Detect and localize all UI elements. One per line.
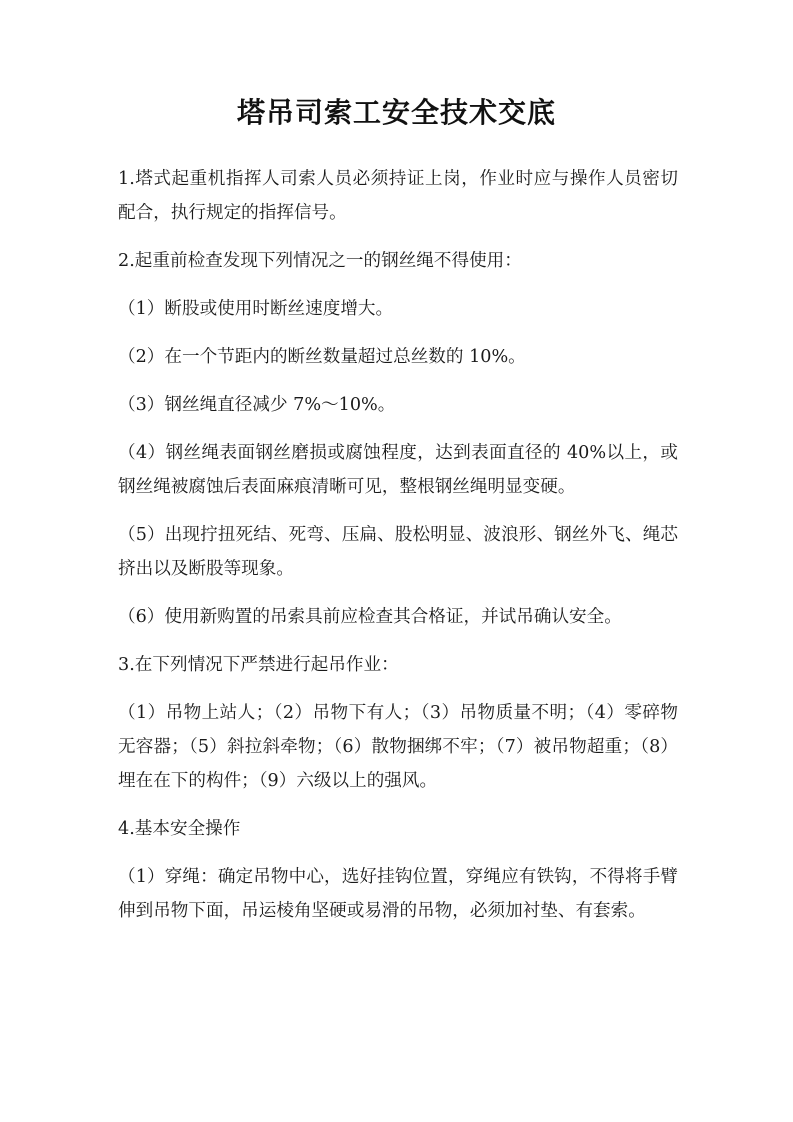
paragraph-12: （1）穿绳：确定吊物中心，选好挂钩位置，穿绳应有铁钩，不得将手臂伸到吊物下面，吊运棱角坚硬或易滑的吊物，必须加衬垫、有套索。 — [118, 867, 678, 921]
paragraph-4: （2）在一个节距内的断丝数量超过总丝数的 10%。 — [118, 347, 526, 367]
paragraph-1: 1.塔式起重机指挥人司索人员必须持证上岗，作业时应与操作人员密切配合，执行规定的指挥信号。 — [118, 169, 678, 223]
paragraph-8: （6）使用新购置的吊索具前应检查其合格证，并试吊确认安全。 — [118, 607, 622, 627]
paragraph-9: 3.在下列情况下严禁进行起吊作业： — [118, 655, 399, 675]
paragraph-7: （5）出现拧扭死结、死弯、压扁、股松明显、波浪形、钢丝外飞、绳芯挤出以及断股等现象。 — [118, 525, 678, 579]
paragraph-2: 2.起重前检查发现下列情况之一的钢丝绳不得使用： — [118, 251, 522, 271]
paragraph-3: （1）断股或使用时断丝速度增大。 — [118, 299, 394, 319]
paragraph-10: （1）吊物上站人；（2）吊物下有人；（3）吊物质量不明；（4）零碎物无容器；（5）斜拉斜牵物；（6）散物捆绑不牢；（7）被吊物超重；（8）埋在在下的构件；（9）六级以上的强风。 — [118, 703, 678, 791]
paragraph-5: （3）钢丝绳直径减少 7%～10%。 — [118, 395, 396, 415]
paragraph-11: 4.基本安全操作 — [118, 819, 241, 839]
document-body — [118, 162, 678, 942]
paragraph-6: （4）钢丝绳表面钢丝磨损或腐蚀程度，达到表面直径的 40%以上，或钢丝绳被腐蚀后表面麻痕清晰可见，整根钢丝绳明显变硬。 — [118, 443, 678, 497]
document-title: 塔吊司索工安全技术交底 — [236, 96, 556, 129]
